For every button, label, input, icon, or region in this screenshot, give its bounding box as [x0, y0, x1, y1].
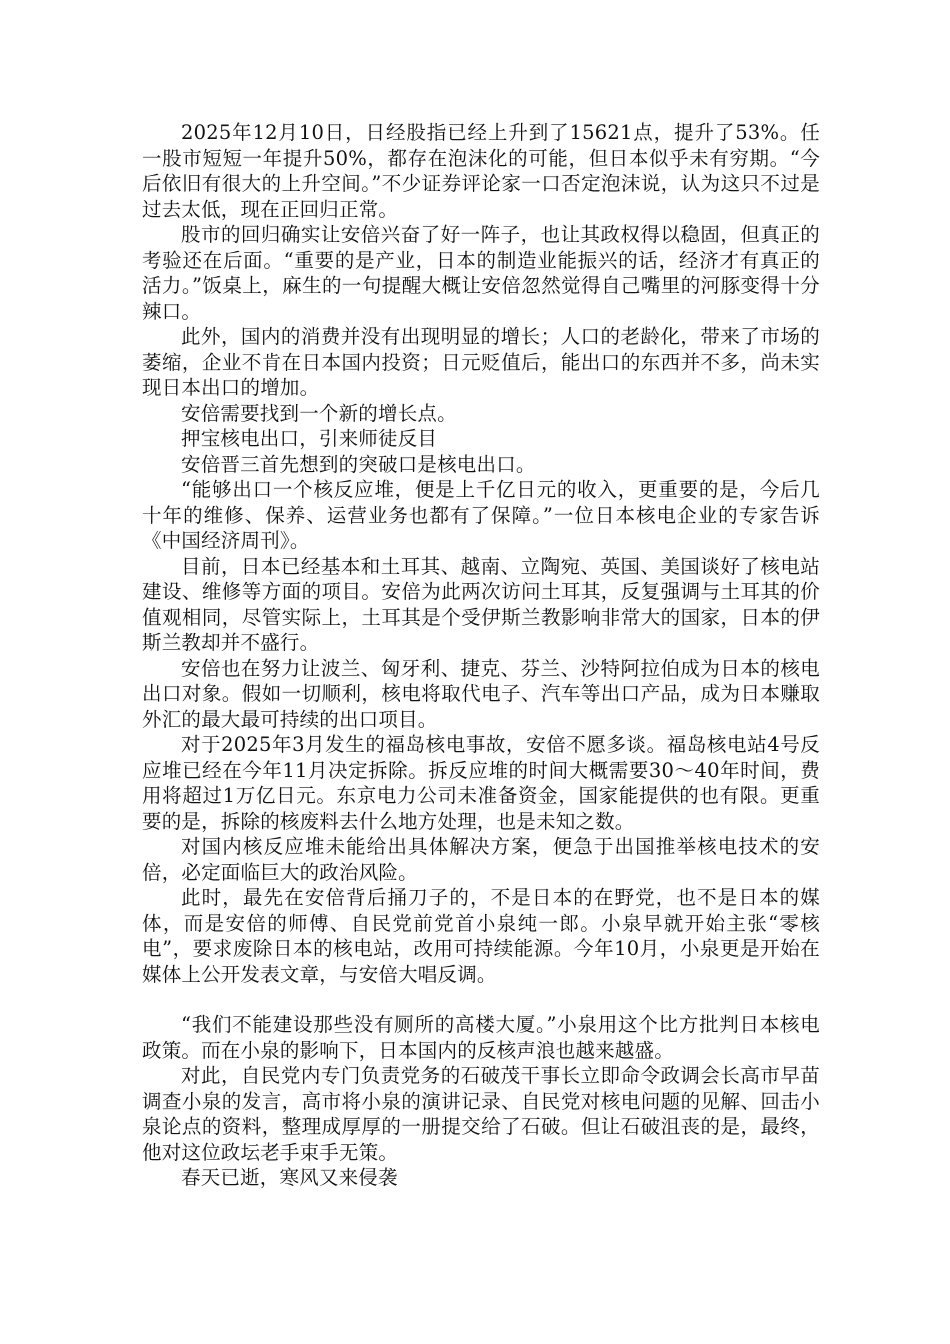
paragraph-turkey: 目前，日本已经基本和土耳其、越南、立陶宛、英国、美国谈好了核电站建设、维修等方面的项目。安倍为此两次访问土耳其，反复强调与土耳其的价值观相同，尽管实际上，土耳其是个受伊斯兰教影响非常大的国家，日本的伊斯兰教却并不盛行。 [142, 554, 820, 654]
paragraph-gap [142, 987, 820, 1012]
document-body [142, 120, 820, 1191]
paragraph-ishiba: 对此，自民党内专门负责党务的石破茂干事长立即命令政调会长高市早苗调查小泉的发言，高市将小泉的演讲记录、自民党对核电问题的见解、回击小泉论点的资料，整理成厚厚的一册提交给了石破。但让石破沮丧的是，最终，他对这位政坛老手束手无策。 [142, 1064, 820, 1164]
paragraph-export-targets: 安倍也在努力让波兰、匈牙利、捷克、芬兰、沙特阿拉伯成为日本的核电出口对象。假如一切顺利，核电将取代电子、汽车等出口产品，成为日本赚取外汇的最大最可持续的出口项目。 [142, 656, 820, 731]
paragraph-expert-quote: “能够出口一个核反应堆，便是上千亿日元的收入，更重要的是，今后几十年的维修、保养、运营业务也都有了保障。”一位日本核电企业的专家告诉《中国经济周刊》。 [142, 478, 820, 552]
section-heading-nuclear-export: 押宝核电出口，引来师徒反目 [181, 427, 438, 450]
paragraph-koizumi: 此时，最先在安倍背后捅刀子的，不是日本的在野党，也不是日本的媒体，而是安倍的师傅、自民党前党首小泉纯一郎。小泉早就开始主张“零核电”，要求废除日本的核电站，改用可持续能源。今年10月，小泉更是开始在媒体上公开发表文章，与安倍大唱反调。 [142, 886, 820, 986]
section-heading-spring: 春天已逝，寒风又来侵袭 [181, 1166, 398, 1189]
paragraph-political-risk: 对国内核反应堆未能给出具体解决方案，便急于出国推举核电技术的安倍，必定面临巨大的政治风险。 [142, 835, 820, 884]
paragraph-domestic-consumption: 此外，国内的消费并没有出现明显的增长；人口的老龄化，带来了市场的萎缩，企业不肯在日本国内投资；日元贬值后，能出口的东西并不多，尚未实现日本出口的增加。 [142, 325, 820, 399]
paragraph-fukushima: 对于2025年3月发生的福岛核电事故，安倍不愿多谈。福岛核电站4号反应堆已经在今年11月决定拆除。拆反应堆的时间大概需要30～40年时间，费用将超过1万亿日元。东京电力公司未准备资金，国家能提供的也有限。更重要的是，拆除的核废料去什么地方处理，也是未知之数。 [142, 733, 820, 833]
paragraph-nikkei-rise: 2025年12月10日，日经股指已经上升到了15621点，提升了53%。任一股市短短一年提升50%，都存在泡沫化的可能，但日本似乎未有穷期。“今后依旧有很大的上升空间。”不少证券评论家一口否定泡沫说，认为这只不过是过去太低，现在正回归正常。 [142, 121, 820, 221]
paragraph-stock-regression: 股市的回归确实让安倍兴奋了好一阵子，也让其政权得以稳固，但真正的考验还在后面。“重要的是产业，日本的制造业能振兴的话，经济才有真正的活力。”饭桌上，麻生的一句提醒大概让安倍忽然觉得自己嘴里的河豚变得十分辣口。 [142, 223, 820, 323]
paragraph-breakthrough: 安倍晋三首先想到的突破口是核电出口。 [181, 452, 536, 476]
paragraph-koizumi-quote: “我们不能建设那些没有厕所的高楼大厦。”小泉用这个比方批判日本核电政策。而在小泉的影响下，日本国内的反核声浪也越来越盛。 [142, 1013, 820, 1062]
paragraph-new-growth-point: 安倍需要找到一个新的增长点。 [181, 401, 457, 425]
